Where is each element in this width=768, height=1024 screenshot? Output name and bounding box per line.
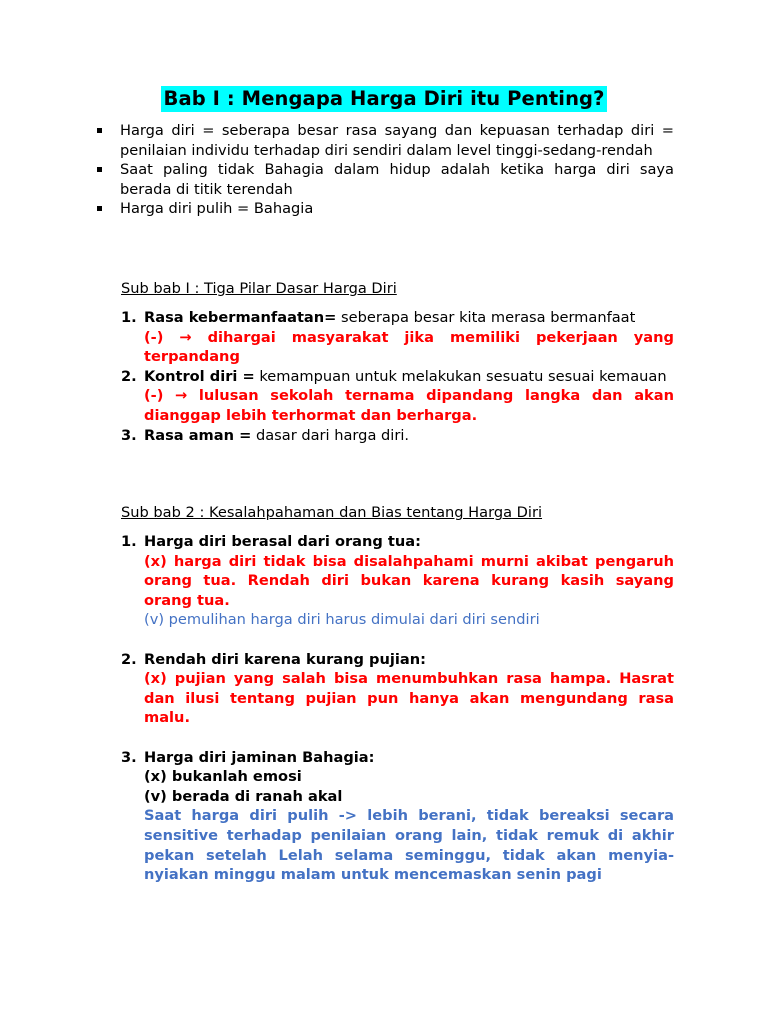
sub1-item-note: (-) → dihargai masyarakat jika memiliki pekerjaan yang terpandang	[144, 328, 674, 366]
sub2-list	[121, 532, 674, 885]
sub2-item-blue-note: Saat harga diri pulih -> lebih berani, tidak bereaksi secara sensitive terhadap penilaian orang lain, tidak remuk di akhir pekan setelah Lelah selama seminggu, tidak akan menyia-nyiakan minggu malam untuk mencemaskan senin pagi	[144, 807, 674, 884]
sub1-item-note: (-) → lulusan sekolah ternama dipandang langka dan akan dianggap lebih terhormat dan berharga.	[144, 387, 674, 424]
sub1-list	[121, 308, 674, 445]
bullet-item: Saat paling tidak Bahagia dalam hidup adalah ketika harga diri saya berada di titik terendah	[96, 160, 674, 199]
sub1-item-text: Rasa aman = dasar dari harga diri.	[144, 426, 410, 444]
sub2-item-heading: Harga diri jaminan Bahagia:	[144, 748, 375, 766]
sub2-item-heading: Harga diri berasal dari orang tua:	[144, 533, 421, 550]
sub2-item-blue-note: (v) pemulihan harga diri harus dimulai dari diri sendiri	[144, 611, 540, 629]
sub1-item: 2. Kontrol diri = kemampuan untuk melakukan sesuatu sesuai kemauan (-) → lulusan sekolah ternama dipandang langka dan akan dianggap lebih terhormat dan berharga.	[121, 367, 674, 424]
sub2-item-red-note: (x) harga diri tidak bisa disalahpahami murni akibat pengaruh orang tua. Rendah diri bukan karena kurang kasih sayang orang tua.	[144, 552, 674, 609]
sub1-item: 3. Rasa aman = dasar dari harga diri.	[121, 426, 674, 446]
bullet-item: Harga diri = seberapa besar rasa sayang dan kepuasan terhadap diri = penilaian individu terhadap diri sendiri dalam level tinggi-sedang-rendah	[96, 121, 674, 160]
sub2-heading: Sub bab 2 : Kesalahpahaman dan Bias tentang Harga Diri	[121, 504, 543, 521]
page-title: Bab I : Mengapa Harga Diri itu Penting?	[163, 87, 605, 110]
title-wrap	[0, 86, 768, 112]
square-bullet-icon	[97, 167, 102, 172]
sub2-item-heading: Rendah diri karena kurang pujian:	[144, 650, 426, 668]
square-bullet-icon	[97, 128, 102, 133]
bullet-item: Harga diri pulih = Bahagia	[96, 199, 674, 219]
sub1-item: 1. Rasa kebermanfaatan= seberapa besar kita merasa bermanfaat (-) → dihargai masyarakat jika memiliki pekerjaan yang terpandang	[121, 309, 674, 366]
sub2-item: 1. Harga diri berasal dari orang tua: (x) harga diri tidak bisa disalahpahami murni akibat pengaruh orang tua. Rendah diri bukan karena kurang kasih sayang orang tua. (v) pemulihan harga diri harus dimulai dari diri sendiri	[121, 533, 674, 629]
intro-bullet-list	[96, 121, 674, 219]
sub2-item: 2. Rendah diri karena kurang pujian: (x) pujian yang salah bisa menumbuhkan rasa hampa. Hasrat dan ilusi tentang pujian pun hanya akan mengundang rasa malu.	[121, 650, 674, 727]
sub1-item-text: Rasa kebermanfaatan= seberapa besar kita merasa bermanfaat	[144, 309, 636, 326]
sub2-item-line: (v) berada di ranah akal	[144, 787, 343, 805]
sub2-item-red-note: (x) pujian yang salah bisa menumbuhkan rasa hampa. Hasrat dan ilusi tentang pujian pun hanya akan mengundang rasa malu.	[144, 670, 674, 727]
sub2-item: 3. Harga diri jaminan Bahagia: (x) bukanlah emosi (v) berada di ranah akal Saat harga diri pulih -> lebih berani, tidak bereaksi secara sensitive terhadap penilaian orang lain, tidak remuk di akhir pekan setelah Lelah selama seminggu, tidak akan menyia-nyiakan minggu malam untuk mencemaskan senin pagi	[121, 748, 674, 884]
square-bullet-icon	[97, 206, 102, 211]
sub1-item-text: Kontrol diri = kemampuan untuk melakukan sesuatu sesuai kemauan	[144, 367, 667, 385]
sub2-item-line: (x) bukanlah emosi	[144, 768, 302, 786]
sub1-heading: Sub bab I : Tiga Pilar Dasar Harga Diri	[121, 280, 397, 297]
